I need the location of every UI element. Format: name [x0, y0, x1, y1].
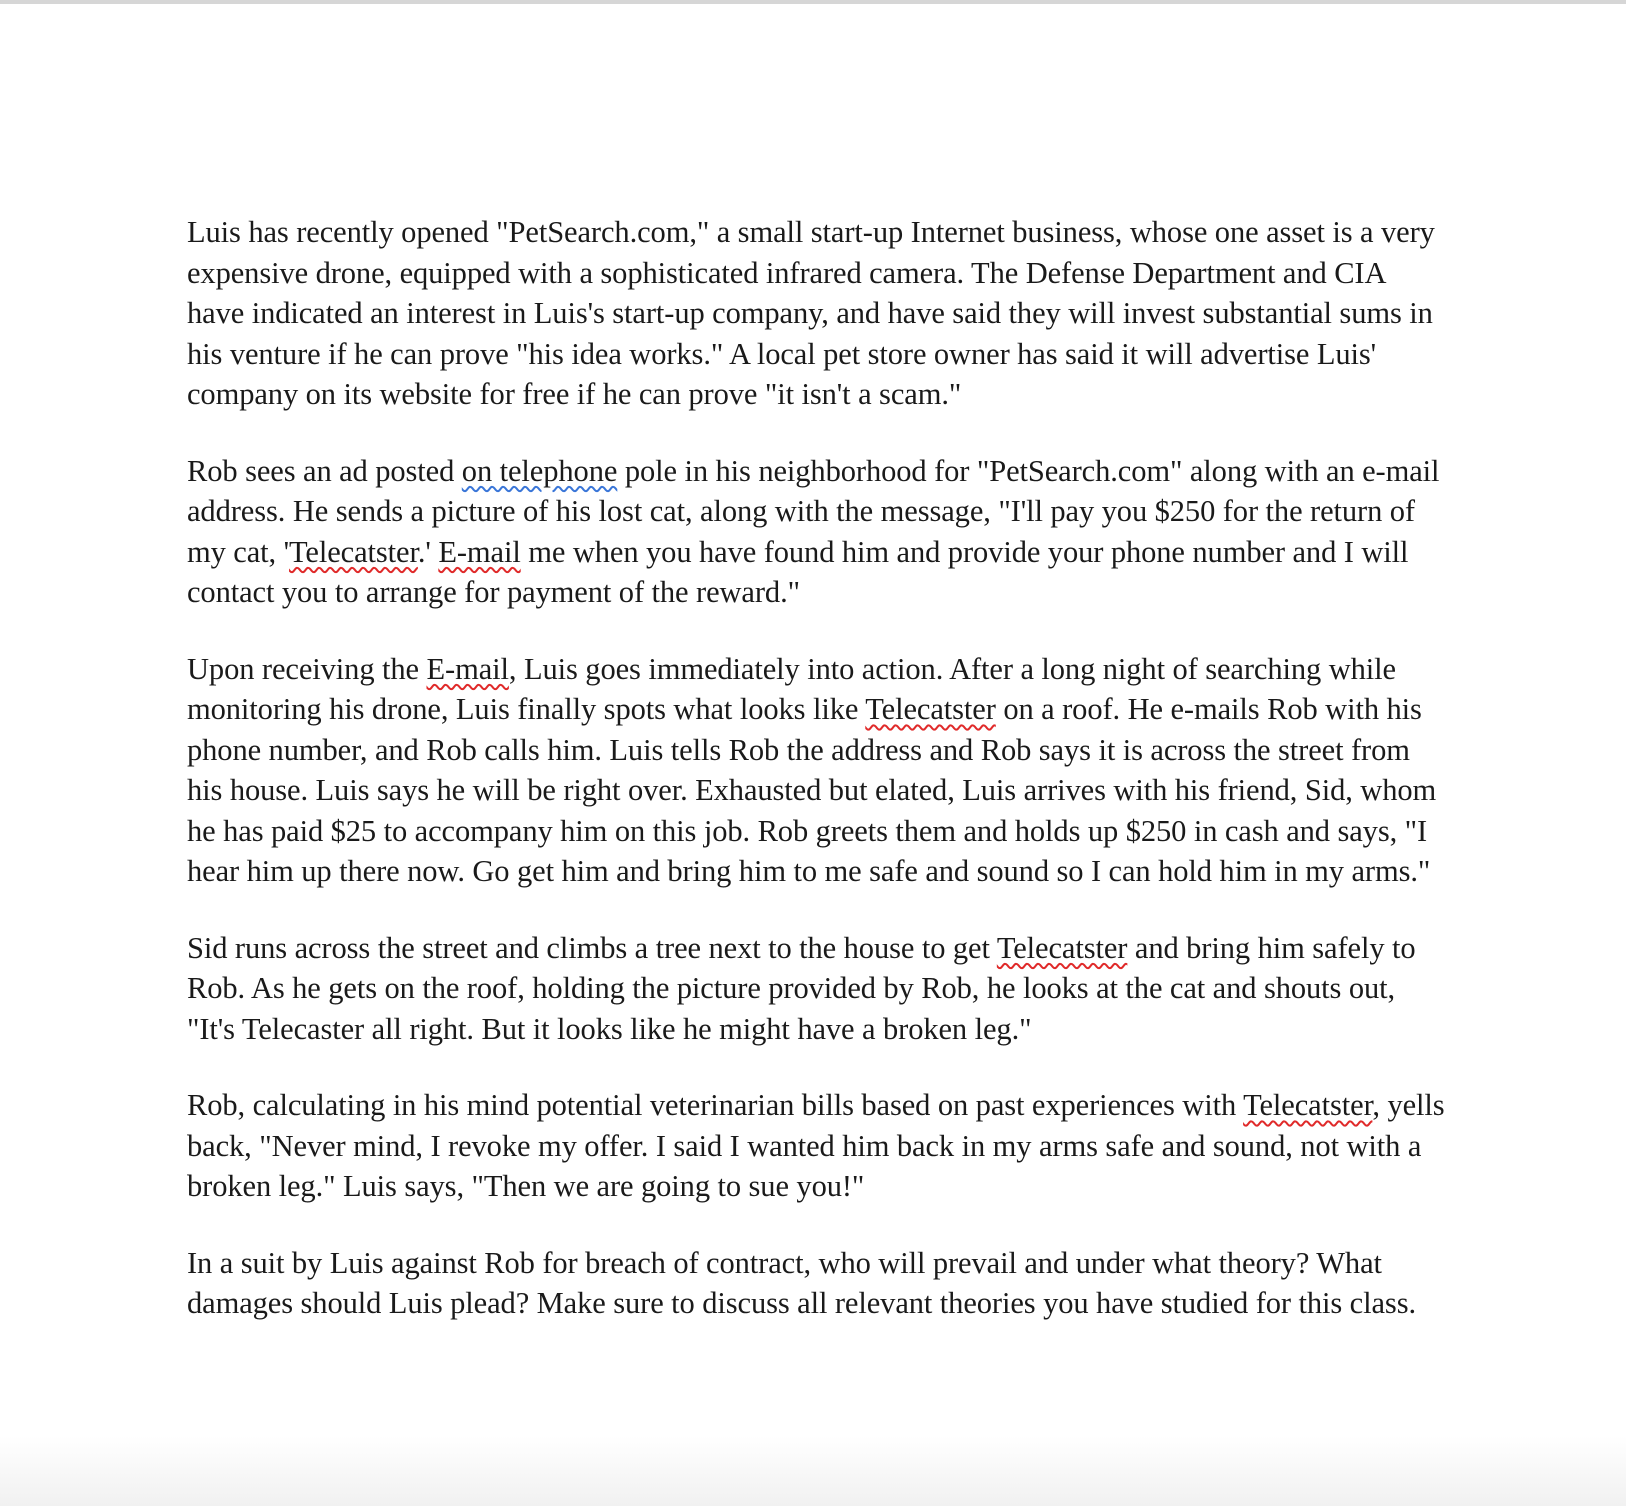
spelling-error-mark: E-mail	[426, 651, 509, 686]
window-bottom-shade	[0, 1436, 1626, 1506]
document-body[interactable]	[187, 212, 1447, 1360]
document-paragraph-2	[187, 451, 1447, 613]
paragraph-text: and bring him safely to Rob. As he gets on the roof, holding the picture provided by Rob, he looks at the cat and shouts out, "It's Telecaster all right. But it looks like he might have a broken leg."	[187, 930, 1416, 1046]
paragraph-text: , Luis goes immediately into action. After a long night of searching while monitoring his drone, Luis finally spots what looks like	[187, 651, 1396, 726]
paragraph-text: Rob, calculating in his mind potential veterinarian bills based on past experiences with	[187, 1088, 1244, 1122]
paragraph-text: In a suit by Luis against Rob for breach of contract, who will prevail and under what theory? What damages should Luis plead? Make sure to discuss all relevant theories you have studied for this class.	[187, 1245, 1416, 1320]
document-paragraph-1	[187, 212, 1447, 415]
document-paragraph-4	[187, 928, 1447, 1050]
spelling-error-mark: Telecatster	[996, 930, 1128, 965]
spelling-error-mark: E-mail	[438, 534, 521, 569]
spelling-error-mark: Telecatster	[289, 534, 418, 569]
document-paragraph-5	[187, 1085, 1447, 1207]
paragraph-text: , yells back, "Never mind, I revoke my offer. I said I wanted him back in my arms safe and sound, not with a broken leg." Luis says, "Then we are going to sue you!"	[187, 1088, 1445, 1203]
paragraph-text: on a roof. He e-mails Rob with his phone number, and Rob calls him. Luis tells Rob the address and Rob says it is across the street from his house. Luis says he will be right over. Exhausted but elated, Luis arrives with his friend, Sid, whom he has paid $25 to accompany him on this job. Rob greets them and holds up $250 in cash and says, "I hear him up there now. Go get him and bring him to me safe and sound so I can hold him in my arms."	[187, 692, 1437, 888]
grammar-error-mark: on telephone	[461, 453, 618, 488]
paragraph-text: Upon receiving the	[187, 651, 427, 686]
paragraph-text: Rob sees an ad posted	[187, 453, 462, 488]
paragraph-text: me when you have found him and provide your phone number and I will contact you to arrange for payment of the reward."	[187, 534, 1409, 609]
paragraph-text: .'	[417, 534, 439, 569]
document-paragraph-6	[187, 1243, 1447, 1324]
paragraph-text: pole in his neighborhood for "PetSearch.com" along with an e-mail address. He sends a picture of his lost cat, along with the message, "I'll pay you $250 for the return of my cat, '	[187, 453, 1440, 569]
window-top-border	[0, 0, 1626, 4]
spelling-error-mark: Telecatster	[865, 692, 996, 726]
paragraph-text: Sid runs across the street and climbs a tree next to the house to get	[187, 930, 997, 965]
document-paragraph-3	[187, 649, 1447, 892]
paragraph-text: Luis has recently opened "PetSearch.com," a small start-up Internet business, whose one asset is a very expensive drone, equipped with a sophisticated infrared camera. The Defense Department and CIA have indicated an interest in Luis's start-up company, and have said they will invest substantial sums in his venture if he can prove "his idea works." A local pet store owner has said it will advertise Luis' company on its website for free if he can prove "it isn't a scam."	[187, 215, 1435, 411]
spelling-error-mark: Telecatster	[1243, 1088, 1373, 1122]
